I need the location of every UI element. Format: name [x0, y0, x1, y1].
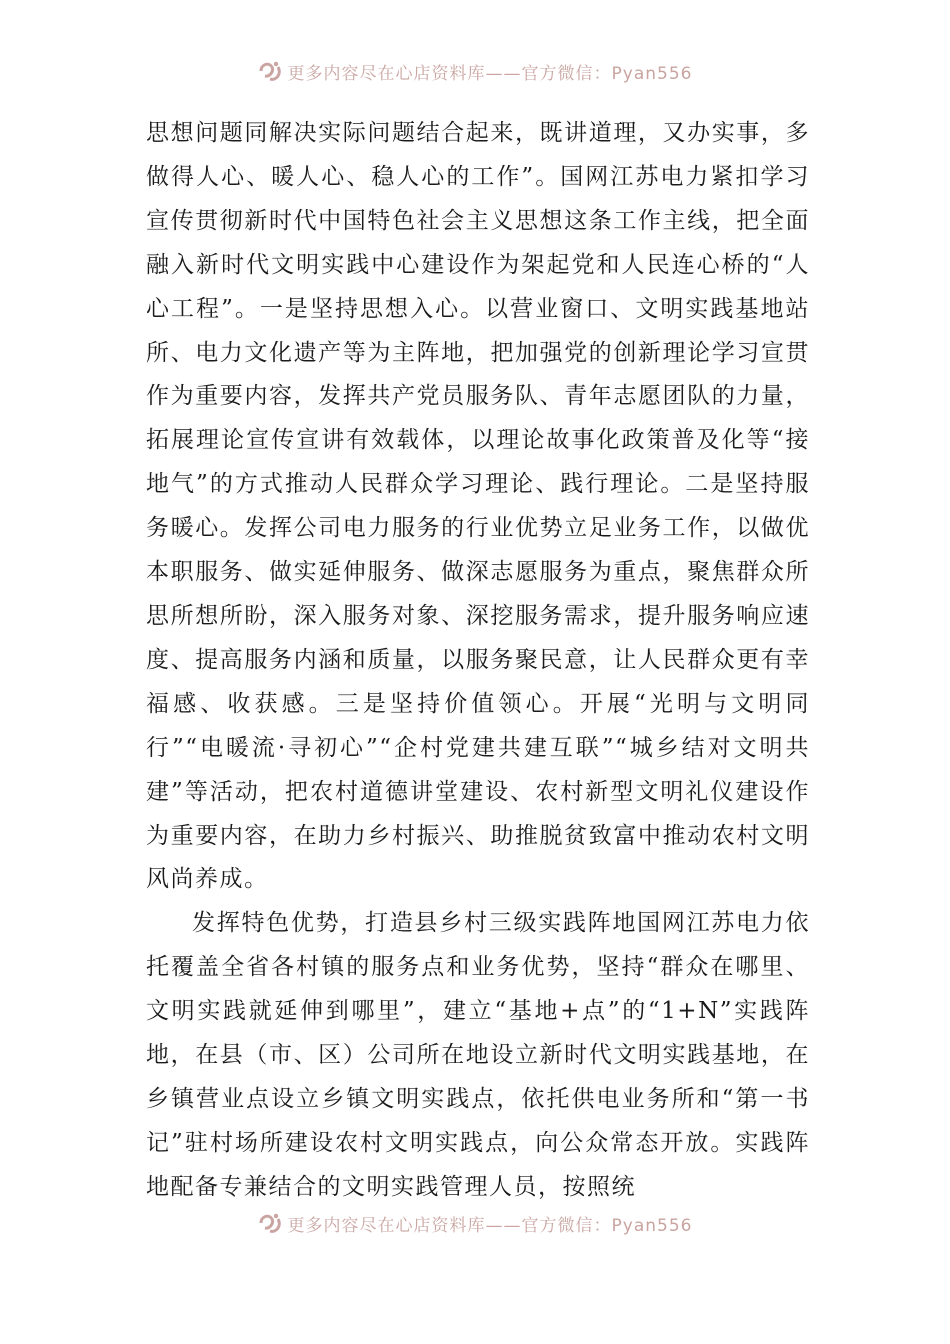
watermark-logo-icon [258, 1211, 284, 1235]
paragraph-2: 发挥特色优势，打造县乡村三级实践阵地国网江苏电力依托覆盖全省各村镇的服务点和业务优势，坚持“群众在哪里、文明实践就延伸到哪里”，建立“基地+点”的“1+N”实践阵地，在县（市、区）公司所在地设立新时代文明实践基地，在乡镇营业点设立乡镇文明实践点，依托供电业务所和“第一书记”驻村场所建设农村文明实践点，向公众常态开放。实践阵地配备专兼结合的文明实践管理人员，按照统 [146, 910, 810, 1200]
footer-watermark [0, 1208, 950, 1238]
watermark-text: 更多内容尽在心店资料库——官方微信：Pyan556 [287, 1215, 693, 1236]
paragraph-1: 思想问题同解决实际问题结合起来，既讲道理，又办实事，多做得人心、暖人心、稳人心的工作”。国网江苏电力紧扣学习宣传贯彻新时代中国特色社会主义思想这条工作主线，把全面融入新时代文明实践中心建设作为架起党和人民连心桥的“人心工程”。一是坚持思想入心。以营业窗口、文明实践基地站所、电力文化遗产等为主阵地，把加强党的创新理论学习宣贯作为重要内容，发挥共产党员服务队、青年志愿团队的力量，拓展理论宣传宣讲有效载体，以理论故事化政策普及化等“接地气”的方式推动人民群众学习理论、践行理论。二是坚持服务暖心。发挥公司电力服务的行业优势立足业务工作，以做优本职服务、做实延伸服务、做深志愿服务为重点，聚焦群众所思所想所盼，深入服务对象、深挖服务需求，提升服务响应速度、提高服务内涵和质量，以服务聚民意，让人民群众更有幸福感、收获感。三是坚持价值领心。开展“光明与文明同行”“电暖流·寻初心”“企村党建共建互联”“城乡结对文明共建”等活动，把农村道德讲堂建设、农村新型文明礼仪建设作为重要内容，在助力乡村振兴、助推脱贫致富中推动农村文明风尚养成。 [146, 120, 810, 893]
header-watermark [0, 56, 950, 86]
watermark-text: 更多内容尽在心店资料库——官方微信：Pyan556 [287, 63, 693, 84]
watermark-logo-icon [258, 59, 284, 83]
document-body [146, 112, 810, 1210]
